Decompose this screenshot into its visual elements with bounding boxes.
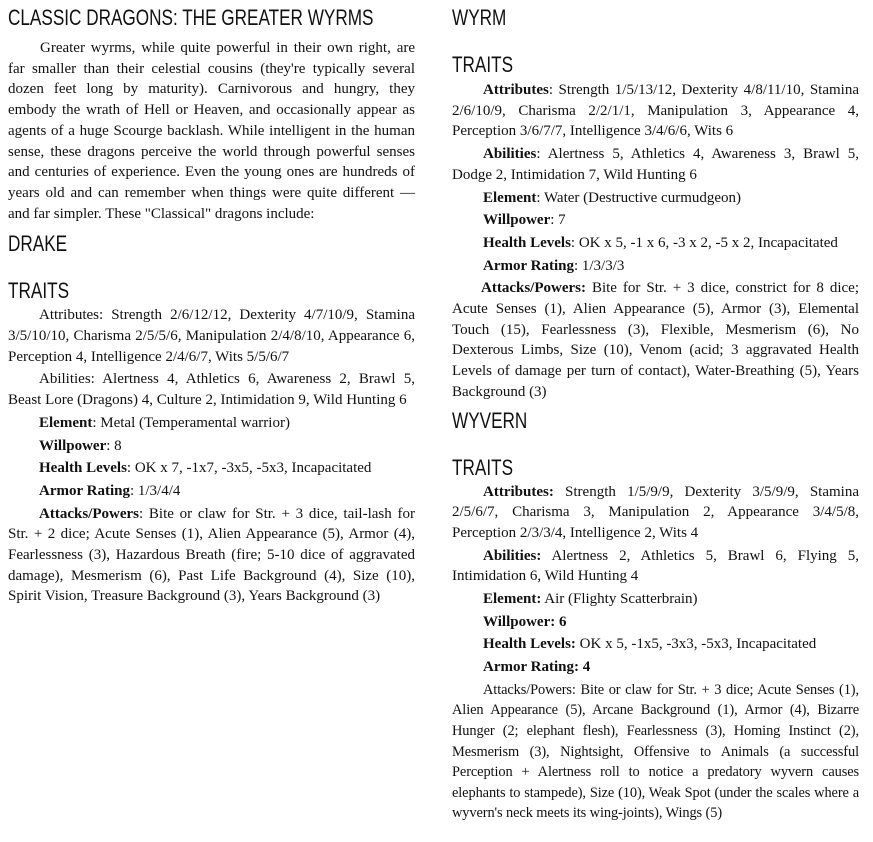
drake-attacks-powers: Attacks/Powers: Bite or claw for Str. + 3 dice, tail-lash for Str. + 2 dice; Acute Senses (1), Alien Appearance (5), Armor (4), Fearlessness (3), Hazardous Breath (fire; 5-10 dice of aggravated damage), Mesmerism (6), Past Life Background (4), Size (10), Spirit Vision, Treasure Background (3), Years Background (3) — [8, 505, 415, 605]
intro-paragraph: Greater wyrms, while quite powerful in their own right, are far smaller than their celestial cousins (they're typically several dozen feet long by maturity). Carnivorous and hungry, they embody the wrath of Hell or Heaven, and occasionally appear as agents of a huge Scourge backlash. While intelligent in the human sense, these dragons perceive the world through powerful senses and centuries of experience. Even the young ones are hundreds of years old and can remember when things were quite different — and far simpler. These "Classical" dragons include: — [8, 40, 415, 222]
drake-element: Element: Metal (Temperamental warrior) — [39, 414, 290, 431]
wyrm-armor-rating: Armor Rating: 1/3/3/3 — [483, 257, 625, 274]
wyrm-abilities: Abilities: Alertness 5, Athletics 4, Awareness 3, Brawl 5, Dodge 2, Intimidation 7, Wild Hunting 6 — [452, 146, 859, 183]
wyvern-attacks-powers: Attacks/Powers: Bite or claw for Str. + 3 dice; Acute Senses (1), Alien Appearance (5), Arcane Background (1), Armor (4), Bizarre Hunger (2; elephant flesh), Fearlessness (3), Homing Instinct (2), Mesmerism (3), Nightsight, Offensive to Animals (a successful Perception + Alertness roll to notice a predatory wyvern causes elephants to stampede), Size (10), Weak Spot (under the scales where a wyvern's neck meets its wing-joints), Wings (5) — [452, 681, 859, 822]
section-title: CLASSIC DRAGONS: THE GREATER WYRMS — [8, 5, 374, 30]
wyvern-traits-heading: TRAITS — [452, 454, 514, 480]
drake-health-levels: Health Levels: OK x 7, -1x7, -3x5, -5x3, Incapacitated — [39, 460, 372, 477]
left-column — [8, 0, 415, 609]
right-column — [452, 0, 859, 826]
drake-armor-rating: Armor Rating: 1/3/4/4 — [39, 482, 181, 499]
wyvern-abilities: Abilities: Alertness 2, Athletics 5, Brawl 6, Flying 5, Intimidation 6, Wild Hunting 4 — [452, 547, 859, 585]
wyrm-element: Element: Water (Destructive curmudgeon) — [483, 189, 742, 206]
wyrm-heading: WYRM — [452, 5, 507, 30]
wyrm-attacks-powers: Attacks/Powers: Bite for Str. + 3 dice, constrict for 8 dice; Acute Senses (1), Alien Appearance (5), Armor (3), Elemental Touch (15), Fearlessness (3), Flexible, Mesmerism (6), No Dexterous Limbs, Size (10), Venom (acid; 3 aggravated Health Levels of damage per turn of contact), Water-Breathing (5), Years Background (3) — [452, 280, 859, 400]
wyrm-willpower: Willpower: 7 — [483, 212, 566, 229]
drake-traits-heading: TRAITS — [8, 278, 70, 304]
wyvern-attributes: Attributes: Strength 1/5/9/9, Dexterity 3/5/9/9, Stamina 2/5/6/7, Charisma 3, Manipulation 2, Appearance 3/4/5/8, Perception 2/3/3/4, Intelligence 2, Wits 4 — [452, 483, 859, 541]
wyvern-willpower: Willpower: 6 — [483, 613, 567, 630]
wyvern-health-levels: Health Levels: OK x 5, -1x5, -3x3, -5x3, Incapacitated — [483, 636, 817, 653]
wyrm-health-levels: Health Levels: OK x 5, -1 x 6, -3 x 2, -5 x 2, Incapacitated — [483, 234, 838, 251]
wyrm-traits-heading: TRAITS — [452, 52, 514, 77]
wyrm-attributes: Attributes: Strength 1/5/13/12, Dexterity 4/8/11/10, Stamina 2/6/10/9, Charisma 2/2/1/1, Manipulation 3, Appearance 4, Perception 3/6/7/7, Intelligence 3/4/6/6, Wits 6 — [452, 82, 859, 140]
wyvern-element: Element: Air (Flighty Scatterbrain) — [483, 591, 698, 608]
wyvern-heading: WYVERN — [452, 407, 528, 433]
drake-attributes: Attributes: Strength 2/6/12/12, Dexterity 4/7/10/9, Stamina 3/5/10/10, Charisma 2/5/5/6, Manipulation 2/4/8/10, Appearance 6, Perception 4, Intelligence 2/4/6/7, Wits 5/5/6/7 — [8, 307, 415, 365]
drake-heading: DRAKE — [8, 231, 68, 257]
drake-willpower: Willpower: 8 — [39, 437, 122, 454]
drake-abilities: Abilities: Alertness 4, Athletics 6, Awareness 2, Brawl 5, Beast Lore (Dragons) 4, Culture 2, Intimidation 9, Wild Hunting 6 — [8, 371, 415, 409]
wyvern-armor-rating: Armor Rating: 4 — [483, 659, 591, 676]
